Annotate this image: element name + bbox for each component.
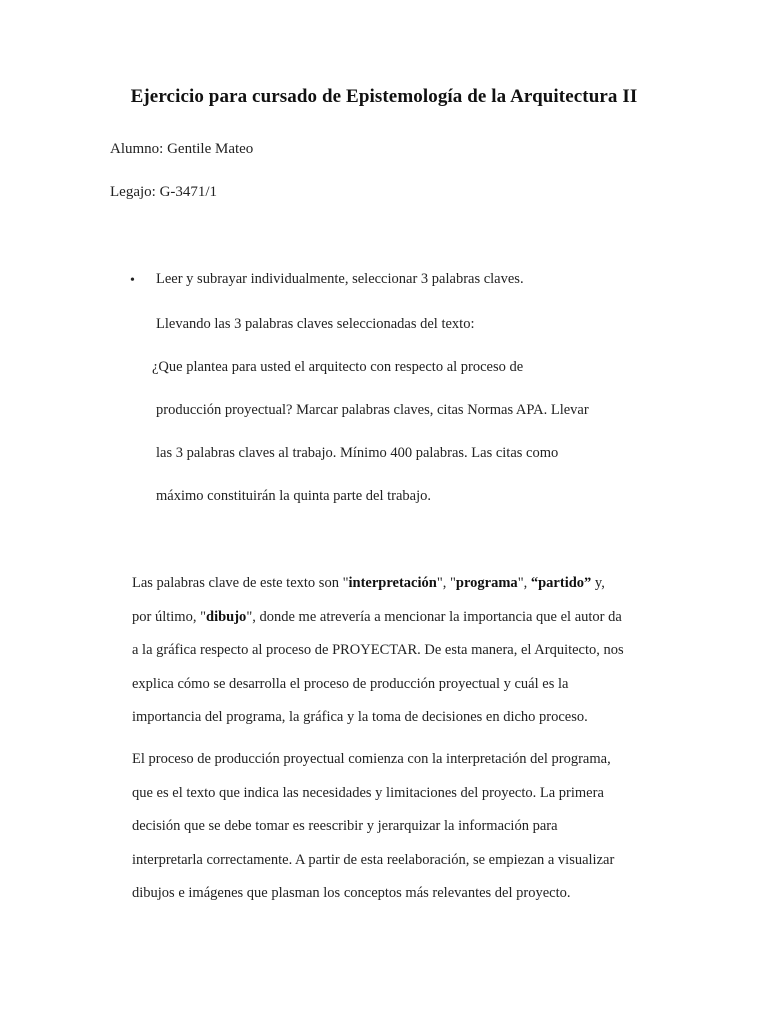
student-name: Alumno: Gentile Mateo [110,141,254,157]
paragraph-line: dibujos e imágenes que plasman los conceptos más relevantes del proyecto. [132,885,571,901]
text-fragment: ", [517,575,531,591]
task-line: producción proyectual? Marcar palabras claves, citas Normas APA. Llevar [156,402,589,418]
bullet-icon: • [130,273,135,288]
keyword-interpretacion: interpretación [348,575,437,591]
paragraph-line: decisión que se debe tomar es reescribir y jerarquizar la información para [132,818,558,834]
paragraph-line: explica cómo se desarrolla el proceso de producción proyectual y cuál es la [132,676,569,692]
document-title: Ejercicio para cursado de Epistemología de la Arquitectura II [130,86,638,107]
keyword-dibujo: dibujo [206,609,247,625]
paragraph-line [132,609,622,626]
keyword-partido: “partido” [530,575,592,591]
paragraph-line: interpretarla correctamente. A partir de esta reelaboración, se empiezan a visualizar [132,852,615,868]
keyword-programa: programa [455,575,518,591]
text-fragment: ", " [436,575,456,591]
paragraph-line: importancia del programa, la gráfica y la toma de decisiones en dicho proceso. [132,709,588,725]
text-fragment: Las palabras clave de este texto son " [132,575,349,591]
task-line: ¿Que plantea para usted el arquitecto con respecto al proceso de [152,359,524,375]
text-fragment: por último, " [132,609,206,625]
text-fragment: y, [591,575,605,591]
text-fragment: ", donde me atrevería a mencionar la importancia que el autor da [246,609,622,625]
paragraph-line: El proceso de producción proyectual comienza con la interpretación del programa, [132,751,611,767]
task-line: máximo constituirán la quinta parte del trabajo. [156,488,432,504]
student-file-number: Legajo: G-3471/1 [110,184,218,200]
task-line: Llevando las 3 palabras claves seleccionadas del texto: [156,316,475,332]
paragraph-line: a la gráfica respecto al proceso de PROYECTAR. De esta manera, el Arquitecto, nos [132,642,624,658]
task-line: Leer y subrayar individualmente, seleccionar 3 palabras claves. [156,271,524,287]
paragraph-line: que es el texto que indica las necesidades y limitaciones del proyecto. La primera [132,785,604,801]
paragraph-line [132,575,605,592]
task-line: las 3 palabras claves al trabajo. Mínimo 400 palabras. Las citas como [156,445,559,461]
